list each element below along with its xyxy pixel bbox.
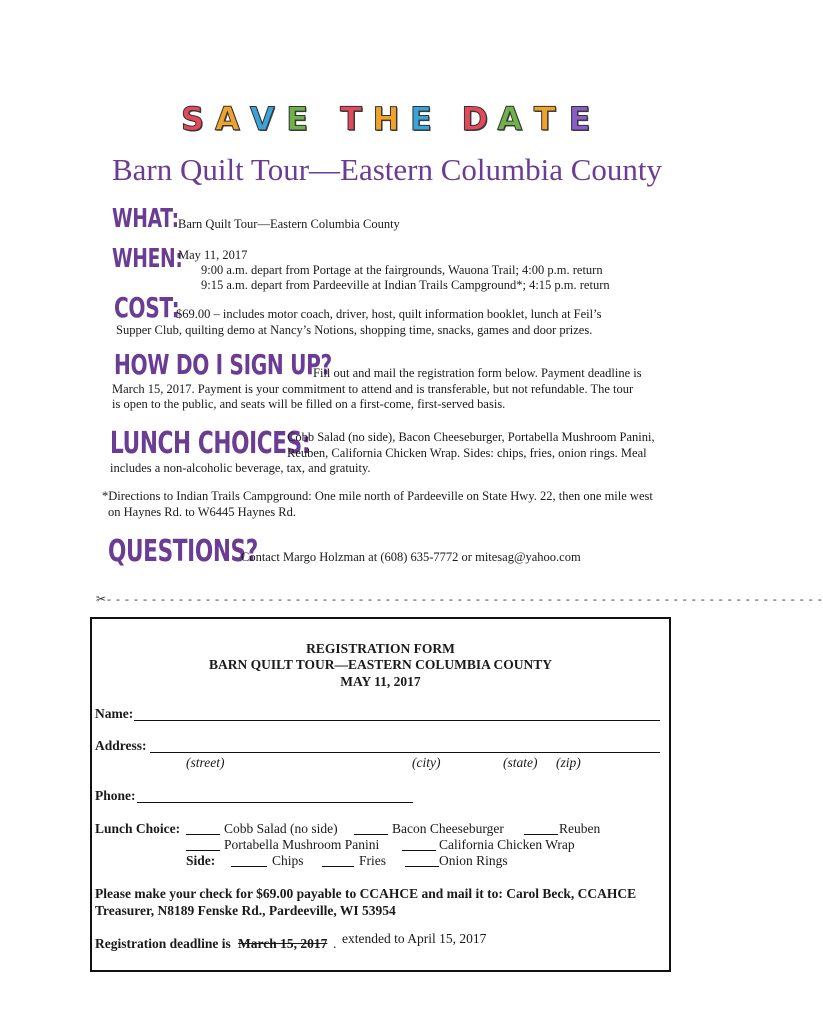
questions-label: QUESTIONS? [108,534,258,569]
save-the-date-letter: A [497,100,523,138]
option-wrap: California Chicken Wrap [439,837,575,852]
lunch-line-1: Cobb Salad (no side), Bacon Cheeseburger, Portabella Mushroom Panini, [287,430,655,444]
check-line-2: Treasurer, N8189 Fenske Rd., Pardeeville, WI 53954 [95,903,396,918]
side-label: Side: [186,853,216,868]
lunch-line-3: includes a non-alcoholic beverage, tax, and gratuity. [110,461,371,475]
signup-line-1: Fill out and mail the registration form below. Payment deadline is [313,366,642,380]
zip-caption: (zip) [556,755,581,770]
letter-gap [316,100,333,138]
form-subtitle: BARN QUILT TOUR—EASTERN COLUMBIA COUNTY [208,657,553,672]
page-title: Barn Quilt Tour—Eastern Columbia County [112,152,663,187]
option-fries: Fries [359,853,386,868]
signup-line-3: is open to the public, and seats will be filled on a first-come, first-served basis. [112,397,506,411]
lunch-label: LUNCH CHOICES: [110,426,311,461]
save-the-date-letter: E [410,100,432,138]
directions-line-2: on Haynes Rd. to W6445 Haynes Rd. [108,505,296,519]
signup-line-2: March 15, 2017. Payment is your commitment to attend and is transferable, but not refundable. The tour [112,382,634,396]
option-reuben: Reuben [559,821,601,836]
form-date: MAY 11, 2017 [340,674,421,689]
save-the-date-letter: T [533,100,556,138]
blank-onion[interactable] [405,866,439,867]
letter-gap [439,100,456,138]
blank-panini[interactable] [186,850,220,851]
save-the-date-letter: T [340,100,362,138]
when-line-1: 9:00 a.m. depart from Portage at the fairgrounds, Wauona Trail; 4:00 p.m. return [201,263,603,277]
option-panini: Portabella Mushroom Panini [224,837,380,852]
deadline-old: March 15, 2017 [238,936,328,951]
name-field[interactable] [134,720,660,721]
save-the-date-banner [176,100,596,140]
what-label: WHAT: [112,204,179,234]
address-label: Address: [95,738,147,753]
save-the-date-letter: E [286,100,309,138]
option-chips: Chips [272,853,304,868]
street-caption: (street) [186,755,225,770]
save-the-date-letter: H [372,100,400,138]
scissor-cut-line: ✂- - - - - - - - - - - - - - - - - - - - - - - - - - - - - - - - - - - - - - - - - - - - - - - - - - - - - - - - - - - - - - - - - - - - - - - - - - - - - - - - [96,592,823,606]
blank-reuben[interactable] [524,834,558,835]
option-burger: Bacon Cheeseburger [392,821,504,836]
check-line-1: Please make your check for $69.00 payable to CCAHCE and mail it to: Carol Beck, CCAHCE [95,886,637,901]
when-label: WHEN: [112,244,183,274]
save-the-date-letter: S [180,100,204,138]
cost-label: COST: [114,291,180,324]
when-line-2: 9:15 a.m. depart from Pardeeville at Indian Trails Campground*; 4:15 p.m. return [201,278,610,292]
phone-field[interactable] [137,802,413,803]
save-the-date-letter: V [249,100,275,138]
save-the-date-letter: D [461,100,489,138]
address-field[interactable] [150,752,660,753]
signup-label: HOW DO I SIGN UP? [114,348,332,381]
questions-text: Contact Margo Holzman at (608) 635-7772 or mitesag@yahoo.com [241,550,581,564]
cost-line-1: $69.00 – includes motor coach, driver, host, quilt information booklet, lunch at Feil’s [176,307,602,321]
blank-burger[interactable] [354,834,388,835]
phone-label: Phone: [95,788,136,803]
directions-line-1: *Directions to Indian Trails Campground: One mile north of Pardeeville on State Hwy. 22, then one mile west [102,489,653,503]
lunch-line-2: Reuben, California Chicken Wrap. Sides: chips, fries, onion rings. Meal [287,446,647,460]
state-caption: (state) [503,755,538,770]
when-date: May 11, 2017 [178,248,248,262]
blank-wrap[interactable] [402,850,436,851]
deadline-new: extended to April 15, 2017 [342,931,487,946]
save-the-date-letter: A [215,100,240,138]
form-title: REGISTRATION FORM [306,641,455,656]
what-text: Barn Quilt Tour—Eastern Columbia County [178,217,400,231]
city-caption: (city) [412,755,441,770]
cost-line-2: Supper Club, quilting demo at Nancy’s Notions, shopping time, snacks, games and door prizes. [116,323,593,337]
blank-fries[interactable] [322,866,354,867]
option-onion-rings: Onion Rings [439,853,508,868]
save-the-date-letter: E [568,100,591,138]
lunch-choice-label: Lunch Choice: [95,821,181,836]
deadline-period: . [333,936,337,951]
option-cobb: Cobb Salad (no side) [224,821,338,836]
name-label: Name: [95,706,134,721]
blank-chips[interactable] [231,866,267,867]
blank-cobb[interactable] [186,834,220,835]
deadline-label: Registration deadline is [95,936,231,951]
